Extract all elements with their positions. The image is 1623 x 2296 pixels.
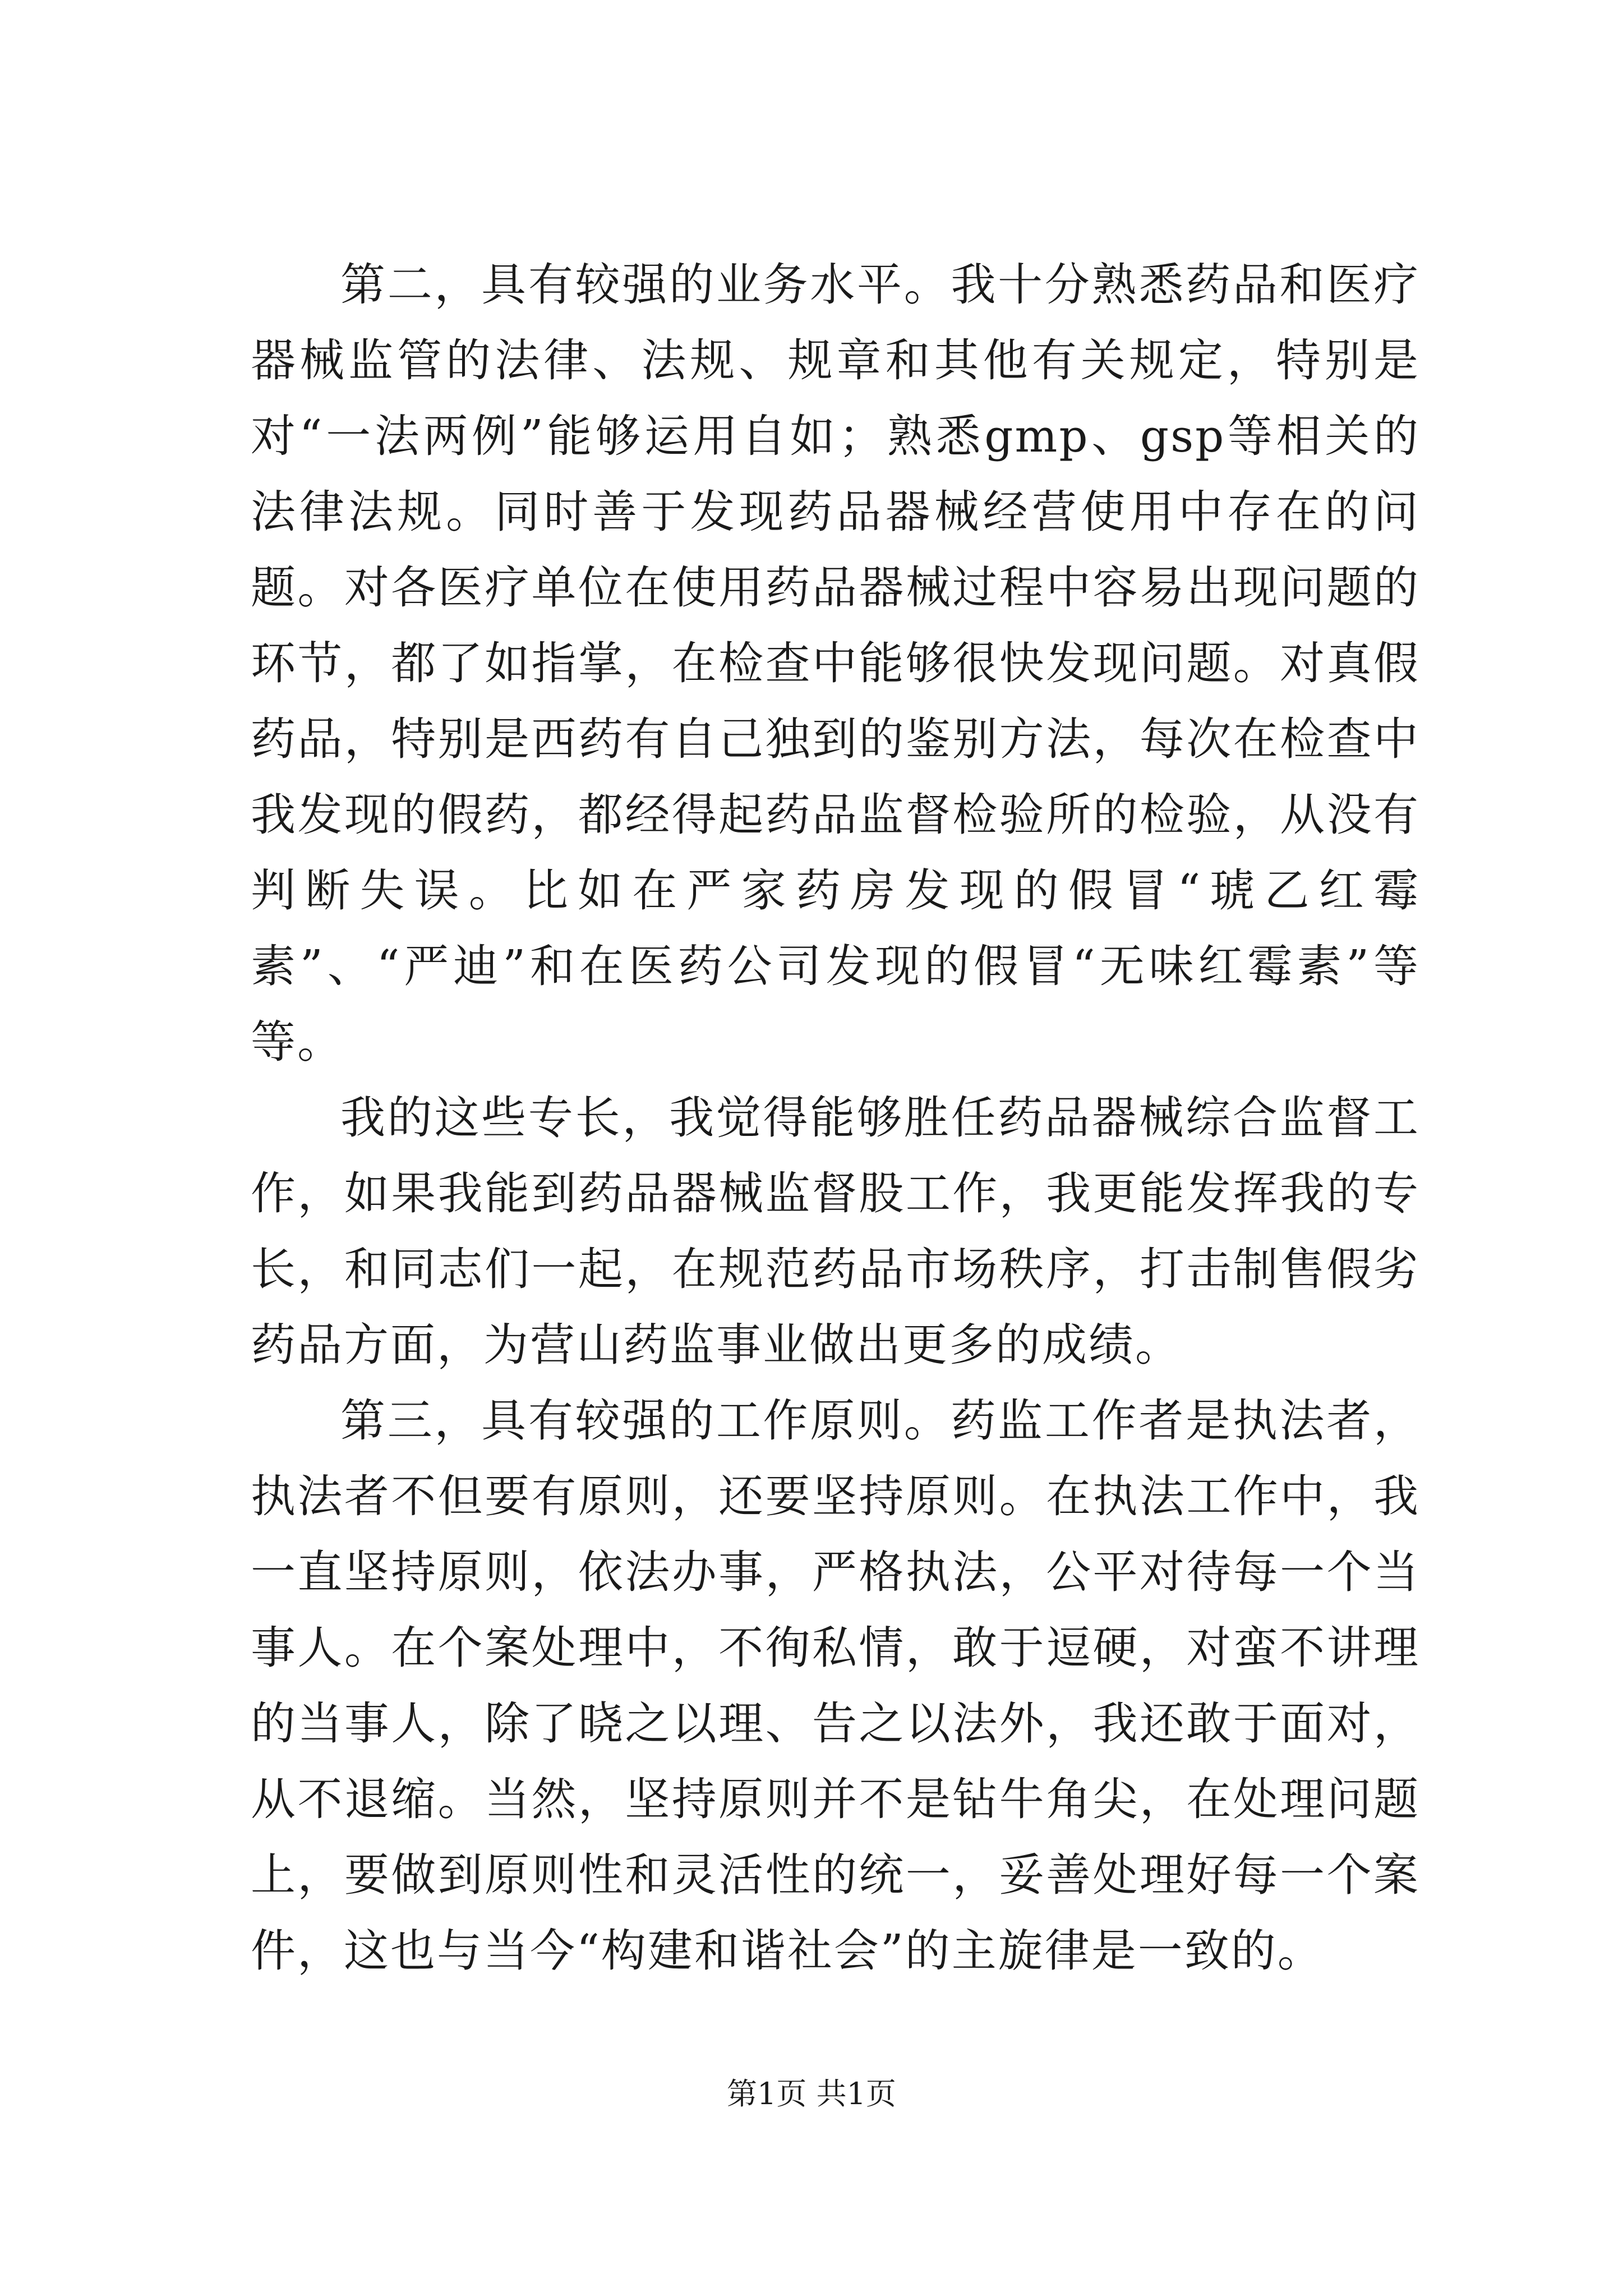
paragraph-specialty: 我的这些专长，我觉得能够胜任药品器械综合监督工作，如果我能到药品器械监督股工作，我更能发挥我的专长，和同志们一起，在规范药品市场秩序，打击制售假劣药品方面，为营山药监事业做出更多的成绩。 — [251, 1092, 1420, 1371]
document-body — [251, 247, 1420, 1989]
page-footer: 第1页 共1页 — [727, 2076, 896, 2111]
paragraph-business-skill: 第二，具有较强的业务水平。我十分熟悉药品和医疗器械监管的法律、法规、规章和其他有关规定，特别是对“一法两例”能够运用自如；熟悉gmp、gsp等相关的法律法规。同时善于发现药品器械经营使用中存在的问题。对各医疗单位在使用药品器械过程中容易出现问题的环节，都了如指掌，在检查中能够很快发现问题。对真假药品，特别是西药有自己独到的鉴别方法，每次在检查中我发现的假药，都经得起药品监督检验所的检验，从没有判断失误。比如在严家药房发现的假冒“琥乙红霉素”、“严迪”和在医药公司发现的假冒“无味红霉素”等等。 — [251, 259, 1420, 1068]
paragraph-work-principle: 第三，具有较强的工作原则。药监工作者是执法者，执法者不但要有原则，还要坚持原则。在执法工作中，我一直坚持原则，依法办事，严格执法，公平对待每一个当事人。在个案处理中，不徇私情，敢于逗硬，对蛮不讲理的当事人，除了晓之以理、告之以法外，我还敢于面对，从不退缩。当然，坚持原则并不是钻牛角尖，在处理问题上，要做到原则性和灵活性的统一，妥善处理好每一个案件，这也与当今“构建和谐社会”的主旋律是一致的。 — [251, 1395, 1420, 1977]
